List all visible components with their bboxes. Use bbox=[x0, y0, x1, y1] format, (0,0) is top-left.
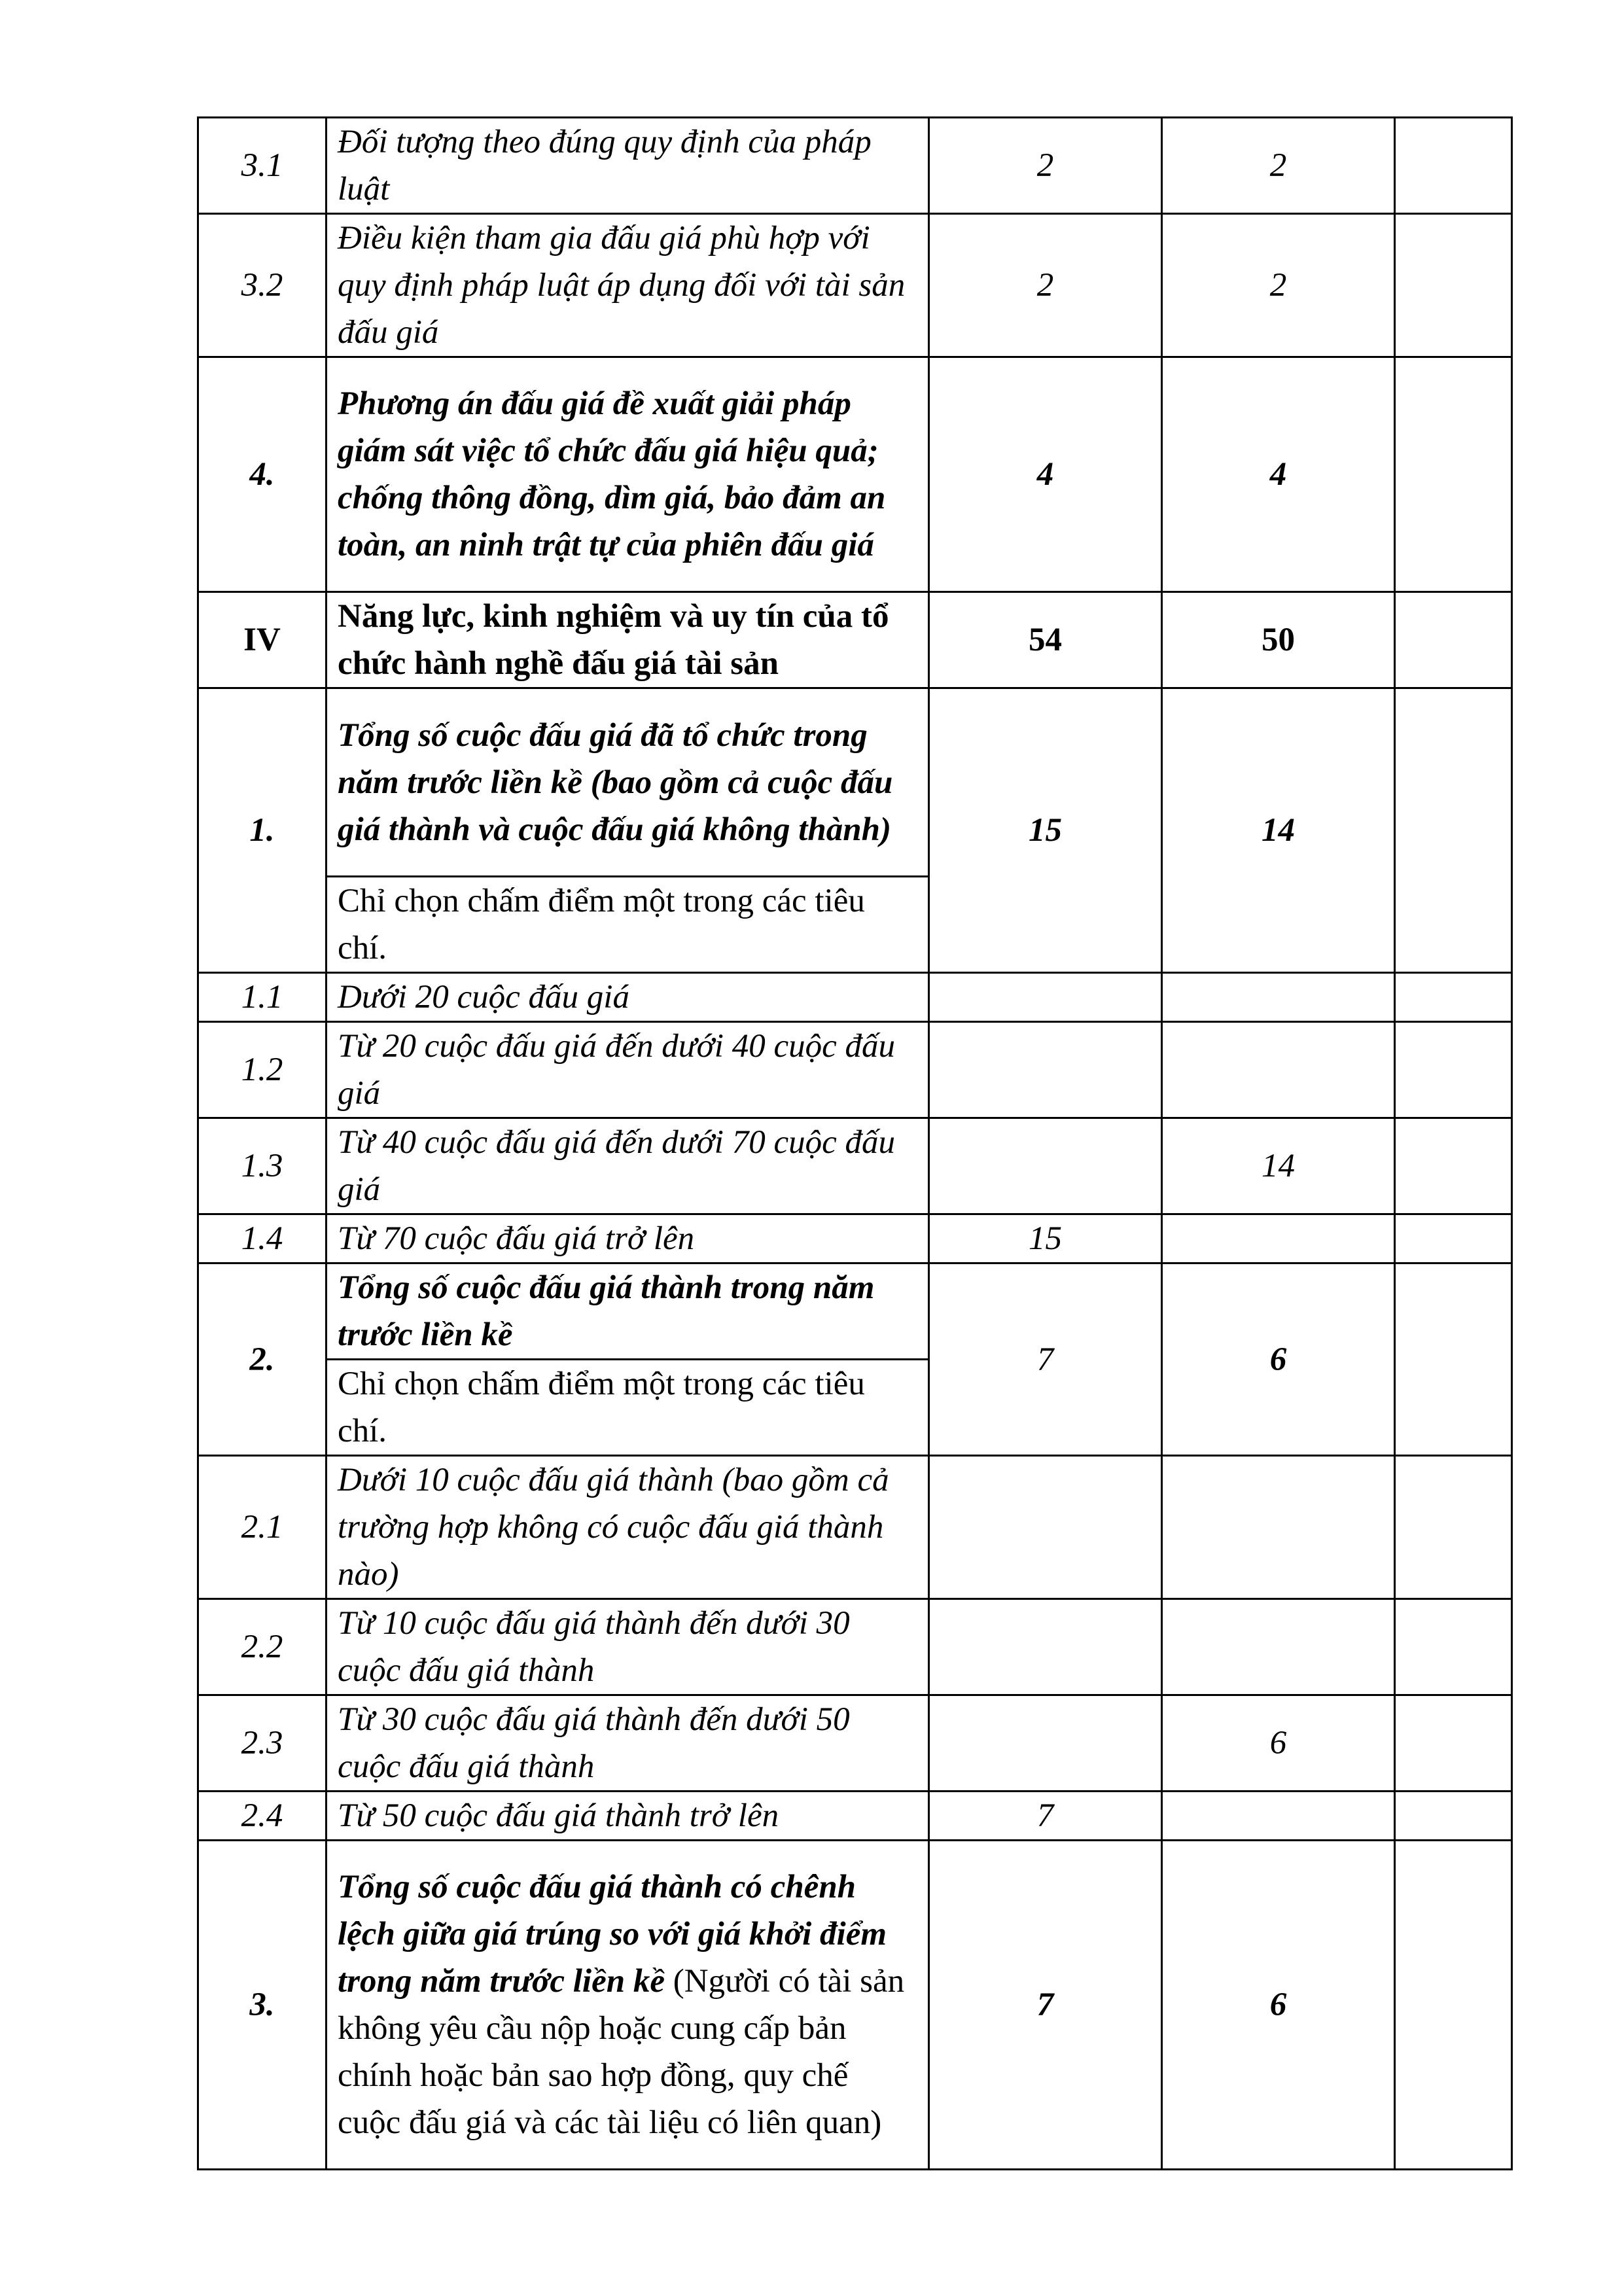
criterion-text: Dưới 10 cuộc đấu giá thành (bao gồm cả trường hợp không có cuộc đấu giá thành nào) bbox=[327, 1456, 929, 1599]
note-cell bbox=[1395, 1695, 1512, 1792]
criterion-text: Từ 10 cuộc đấu giá thành đến dưới 30 cuộc đấu giá thành bbox=[327, 1599, 929, 1695]
scoring-table bbox=[197, 116, 1513, 2170]
awarded-score: 4 bbox=[1162, 357, 1395, 592]
table-row bbox=[198, 688, 1512, 877]
max-score: 15 bbox=[929, 688, 1162, 973]
note-cell bbox=[1395, 1022, 1512, 1118]
row-number: 4. bbox=[198, 357, 327, 592]
row-number: IV bbox=[198, 592, 327, 688]
max-score: 7 bbox=[929, 1263, 1162, 1456]
note-cell bbox=[1395, 1118, 1512, 1214]
row-number: 2.1 bbox=[198, 1456, 327, 1599]
awarded-score bbox=[1162, 1599, 1395, 1695]
row-number: 2. bbox=[198, 1263, 327, 1456]
criterion-text: Dưới 20 cuộc đấu giá bbox=[327, 973, 929, 1022]
table-row bbox=[198, 1118, 1512, 1214]
note-cell bbox=[1395, 214, 1512, 357]
criterion-text: Từ 50 cuộc đấu giá thành trở lên bbox=[327, 1792, 929, 1841]
table-row bbox=[198, 973, 1512, 1022]
table-row bbox=[198, 592, 1512, 688]
max-score: 2 bbox=[929, 214, 1162, 357]
criterion-text: Năng lực, kinh nghiệm và uy tín của tổ chức hành nghề đấu giá tài sản bbox=[327, 592, 929, 688]
table-row bbox=[198, 118, 1512, 214]
awarded-score: 2 bbox=[1162, 214, 1395, 357]
max-score: 15 bbox=[929, 1214, 1162, 1263]
note-cell bbox=[1395, 1456, 1512, 1599]
row-number: 1.4 bbox=[198, 1214, 327, 1263]
row-number: 2.4 bbox=[198, 1792, 327, 1841]
table-row bbox=[198, 1214, 1512, 1263]
note-cell bbox=[1395, 357, 1512, 592]
note-cell bbox=[1395, 118, 1512, 214]
max-score bbox=[929, 973, 1162, 1022]
awarded-score bbox=[1162, 1214, 1395, 1263]
note-cell bbox=[1395, 592, 1512, 688]
awarded-score bbox=[1162, 1456, 1395, 1599]
table-row bbox=[198, 1022, 1512, 1118]
criterion-title: Tổng số cuộc đấu giá thành có chênh lệch giữa giá trúng so với giá khởi điểm trong năm trước liền kề bbox=[338, 1869, 887, 2000]
table-row bbox=[198, 214, 1512, 357]
awarded-score: 6 bbox=[1162, 1263, 1395, 1456]
note-cell bbox=[1395, 1792, 1512, 1841]
note-cell bbox=[1395, 688, 1512, 973]
criterion-note: (Người có tài sản không yêu cầu nộp hoặc cung cấp bản chính hoặc bản sao hợp đồng, quy chế cuộc đấu giá và các tài liệu có liên quan) bbox=[338, 1963, 905, 2141]
criterion-text: Đối tượng theo đúng quy định của pháp luật bbox=[327, 118, 929, 214]
criterion-text: Tổng số cuộc đấu giá thành trong năm trước liền kề bbox=[327, 1263, 929, 1360]
awarded-score: 14 bbox=[1162, 688, 1395, 973]
awarded-score: 6 bbox=[1162, 1695, 1395, 1792]
note-cell bbox=[1395, 1599, 1512, 1695]
row-number: 2.3 bbox=[198, 1695, 327, 1792]
table-row bbox=[198, 1599, 1512, 1695]
row-number: 1.3 bbox=[198, 1118, 327, 1214]
table-row bbox=[198, 1456, 1512, 1599]
awarded-score bbox=[1162, 1792, 1395, 1841]
max-score: 54 bbox=[929, 592, 1162, 688]
criterion-text: Từ 20 cuộc đấu giá đến dưới 40 cuộc đấu giá bbox=[327, 1022, 929, 1118]
max-score bbox=[929, 1456, 1162, 1599]
criterion-subtext: Chỉ chọn chấm điểm một trong các tiêu chí. bbox=[327, 877, 929, 973]
awarded-score: 6 bbox=[1162, 1841, 1395, 2170]
criterion-text: Từ 30 cuộc đấu giá thành đến dưới 50 cuộc đấu giá thành bbox=[327, 1695, 929, 1792]
criterion-text bbox=[327, 1841, 929, 2170]
table-row bbox=[198, 357, 1512, 592]
criterion-text: Từ 40 cuộc đấu giá đến dưới 70 cuộc đấu giá bbox=[327, 1118, 929, 1214]
note-cell bbox=[1395, 1841, 1512, 2170]
max-score: 2 bbox=[929, 118, 1162, 214]
max-score: 7 bbox=[929, 1841, 1162, 2170]
awarded-score: 14 bbox=[1162, 1118, 1395, 1214]
table-row bbox=[198, 1841, 1512, 2170]
row-number: 1.2 bbox=[198, 1022, 327, 1118]
max-score bbox=[929, 1022, 1162, 1118]
table-row bbox=[198, 1263, 1512, 1360]
awarded-score: 2 bbox=[1162, 118, 1395, 214]
row-number: 2.2 bbox=[198, 1599, 327, 1695]
criterion-text: Tổng số cuộc đấu giá đã tổ chức trong năm trước liền kề (bao gồm cả cuộc đấu giá thành và cuộc đấu giá không thành) bbox=[327, 688, 929, 877]
awarded-score bbox=[1162, 1022, 1395, 1118]
row-number: 3.2 bbox=[198, 214, 327, 357]
max-score bbox=[929, 1118, 1162, 1214]
max-score bbox=[929, 1695, 1162, 1792]
row-number: 1.1 bbox=[198, 973, 327, 1022]
row-number: 3. bbox=[198, 1841, 327, 2170]
criterion-text: Điều kiện tham gia đấu giá phù hợp với quy định pháp luật áp dụng đối với tài sản đấu giá bbox=[327, 214, 929, 357]
criterion-subtext: Chỉ chọn chấm điểm một trong các tiêu chí. bbox=[327, 1360, 929, 1456]
row-number: 1. bbox=[198, 688, 327, 973]
criterion-text: Từ 70 cuộc đấu giá trở lên bbox=[327, 1214, 929, 1263]
max-score bbox=[929, 1599, 1162, 1695]
row-number: 3.1 bbox=[198, 118, 327, 214]
table-row bbox=[198, 1695, 1512, 1792]
max-score: 4 bbox=[929, 357, 1162, 592]
max-score: 7 bbox=[929, 1792, 1162, 1841]
awarded-score bbox=[1162, 973, 1395, 1022]
criterion-text: Phương án đấu giá đề xuất giải pháp giám sát việc tổ chức đấu giá hiệu quả; chống thông đồng, dìm giá, bảo đảm an toàn, an ninh trật tự của phiên đấu giá bbox=[327, 357, 929, 592]
note-cell bbox=[1395, 1263, 1512, 1456]
table-row bbox=[198, 1792, 1512, 1841]
note-cell bbox=[1395, 973, 1512, 1022]
note-cell bbox=[1395, 1214, 1512, 1263]
awarded-score: 50 bbox=[1162, 592, 1395, 688]
